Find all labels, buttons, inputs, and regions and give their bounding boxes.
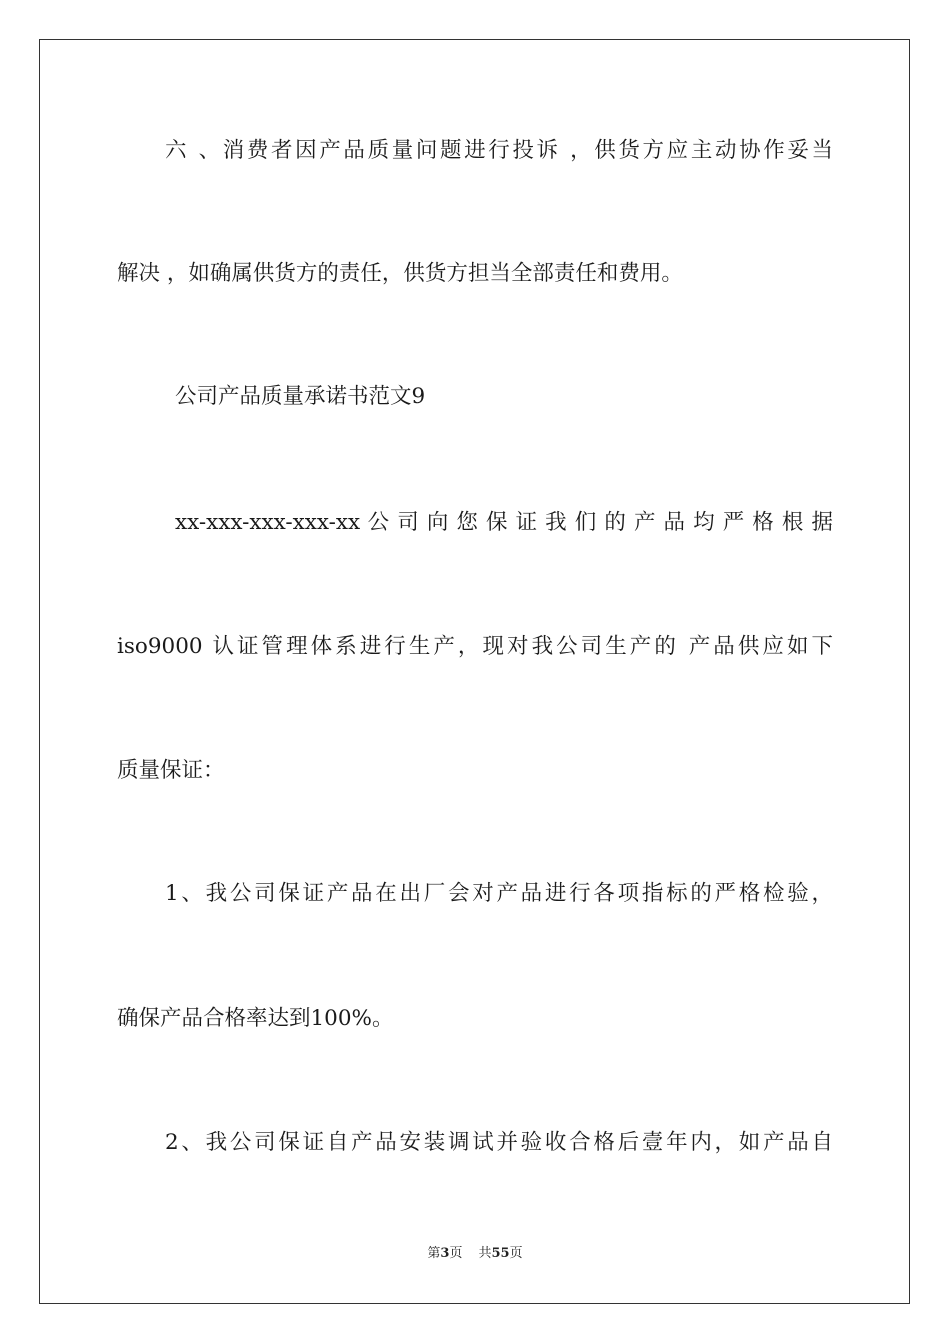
paragraph-line-6: 1、我公司保证产品在出厂会对产品进行各项指标的严格检验， (165, 881, 833, 906)
section-title: 公司产品质量承诺书范文9 (175, 384, 426, 409)
paragraph-line-1: 六 、消费者因产品质量问题进行投诉 ，供货方应主动协作妥当 (165, 138, 833, 163)
total-prefix: 共 (478, 1246, 492, 1261)
page-suffix: 页 (449, 1246, 463, 1261)
total-suffix: 页 (509, 1246, 523, 1261)
page-number: 3 (440, 1246, 450, 1261)
paragraph-line-8: 2、我公司保证自产品安装调试并验收合格后壹年内，如产品自 (165, 1130, 833, 1155)
paragraph-line-5: 质量保证： (117, 758, 225, 783)
page-footer (0, 1245, 950, 1263)
page-prefix: 第 (427, 1246, 441, 1261)
paragraph-line-2: 解决 ，如确属供货方的责任，供货方担当全部责任和费用。 (117, 261, 683, 286)
paragraph-line-3: xx-xxx-xxx-xxx-xx 公 司 向 您 保 证 我 们 的 产 品 均 严 格 根 据 (175, 510, 833, 535)
page-border (39, 39, 910, 1304)
paragraph-line-4: iso9000 认证管理体系进行生产，现对我公司生产的 产品供应如下 (117, 634, 833, 659)
total-pages: 55 (491, 1246, 510, 1261)
paragraph-line-7: 确保产品合格率达到100%。 (117, 1006, 394, 1031)
